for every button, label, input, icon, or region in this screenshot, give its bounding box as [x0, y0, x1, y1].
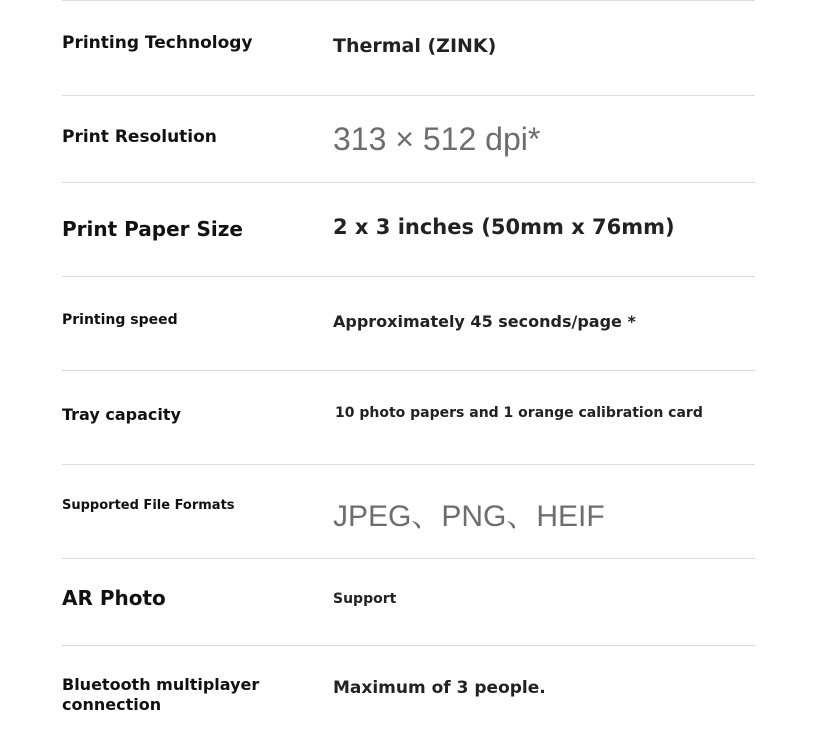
spec-table: [62, 0, 755, 735]
spec-label: Print Paper Size: [62, 217, 243, 241]
spec-label: Bluetooth multiplayer connection: [62, 675, 260, 714]
spec-value: 313 × 512 dpi*: [333, 121, 541, 157]
spec-value: Approximately 45 seconds/page *: [333, 312, 636, 331]
spec-value: 2 x 3 inches (50mm x 76mm): [333, 215, 675, 239]
spec-label: Tray capacity: [62, 405, 181, 424]
spec-label: Supported File Formats: [62, 498, 235, 513]
spec-row-bluetooth-multiplayer: [62, 645, 755, 735]
spec-label: Print Resolution: [62, 127, 217, 147]
spec-row-print-resolution: [62, 95, 755, 182]
spec-row-tray-capacity: [62, 370, 755, 464]
spec-value: Thermal (ZINK): [333, 35, 497, 57]
spec-label: Printing speed: [62, 312, 178, 328]
spec-label: AR Photo: [62, 586, 166, 610]
spec-value: 10 photo papers and 1 orange calibration card: [335, 405, 703, 421]
spec-row-printing-speed: [62, 276, 755, 370]
spec-value: Support: [333, 591, 397, 607]
spec-row-ar-photo: [62, 558, 755, 645]
spec-row-print-paper-size: [62, 182, 755, 276]
spec-value: JPEG、PNG、HEIF: [333, 500, 605, 533]
spec-value: Maximum of 3 people.: [333, 678, 546, 698]
spec-label: Printing Technology: [62, 33, 253, 53]
spec-row-printing-technology: [62, 0, 755, 95]
spec-row-supported-file-formats: [62, 464, 755, 558]
